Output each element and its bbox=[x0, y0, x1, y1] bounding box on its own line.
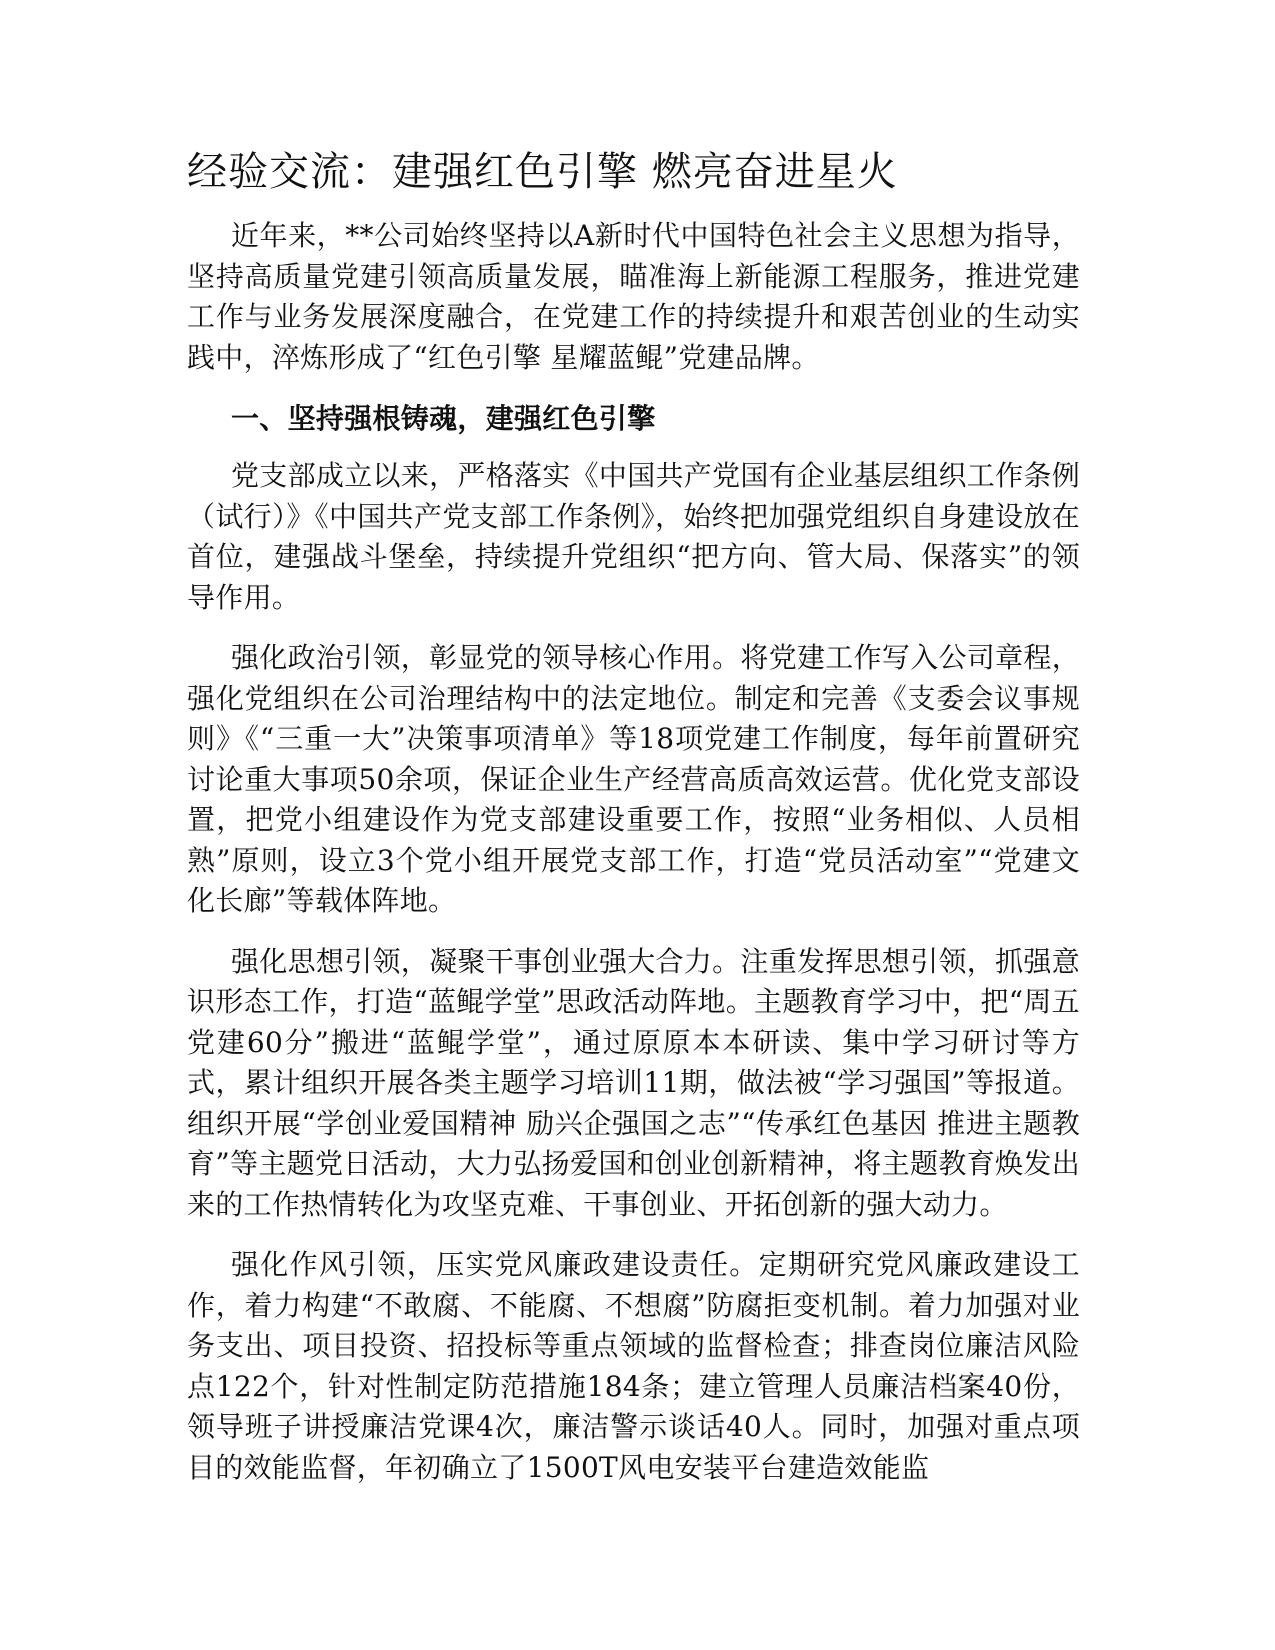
body-paragraph-3: 强化思想引领，凝聚干事创业强大合力。注重发挥思想引领，抓强意识形态工作，打造“蓝鲲学堂”思政活动阵地。主题教育学习中，把“周五党建60分”搬进“蓝鲲学堂”，通过原原本本研读、集中学习研讨等方式，累计组织开展各类主题学习培训11期，做法被“学习强国”等报道。组织开展“学创业爱国精神 励兴企强国之志”“传承红色基因 推进主题教育”等主题党日活动，大力弘扬爱国和创业创新精神，将主题教育焕发出来的工作热情转化为攻坚克难、干事创业、开拓创新的强大动力。 bbox=[187, 944, 1081, 1221]
body-paragraph-2: 强化政治引领，彰显党的领导核心作用。将党建工作写入公司章程，强化党组织在公司治理结构中的法定地位。制定和完善《支委会议事规则》《“三重一大”决策事项清单》等18项党建工作制度，每年前置研究讨论重大事项50余项，保证企业生产经营高质高效运营。优化党支部设置，把党小组建设作为党支部建设重要工作，按照“业务相似、人员相熟”原则，设立3个党小组开展党支部工作，打造“党员活动室”“党建文化长廊”等载体阵地。 bbox=[187, 641, 1081, 917]
body-paragraph-1: 党支部成立以来，严格落实《中国共产党国有企业基层组织工作条例（试行）》《中国共产党支部工作条例》，始终把加强党组织自身建设放在首位，建强战斗堡垒，持续提升党组织“把方向、管大局、保落实”的领导作用。 bbox=[187, 459, 1081, 614]
document-title: 经验交流：建强红色引擎 燃亮奋进星火 bbox=[187, 149, 898, 195]
body-paragraph-4: 强化作风引领，压实党风廉政建设责任。定期研究党风廉政建设工作，着力构建“不敢腐、不能腐、不想腐”防腐拒变机制。着力加强对业务支出、项目投资、招投标等重点领域的监督检查；排查岗位廉洁风险点122个，针对性制定防范措施184条；建立管理人员廉洁档案40份，领导班子讲授廉洁党课4次，廉洁警示谈话40人。同时，加强对重点项目的效能监督，年初确立了1500T风电安装平台建造效能监 bbox=[187, 1248, 1080, 1484]
intro-paragraph: 近年来，**公司始终坚持以A新时代中国特色社会主义思想为指导，坚持高质量党建引领高质量发展，瞄准海上新能源工程服务，推进党建工作与业务发展深度融合，在党建工作的持续提升和艰苦创业的生动实践中，淬炼形成了“红色引擎 星耀蓝鲲”党建品牌。 bbox=[187, 219, 1080, 374]
section-heading: 一、坚持强根铸魂，建强红色引擎 bbox=[231, 402, 656, 435]
document-body bbox=[187, 146, 1080, 1508]
